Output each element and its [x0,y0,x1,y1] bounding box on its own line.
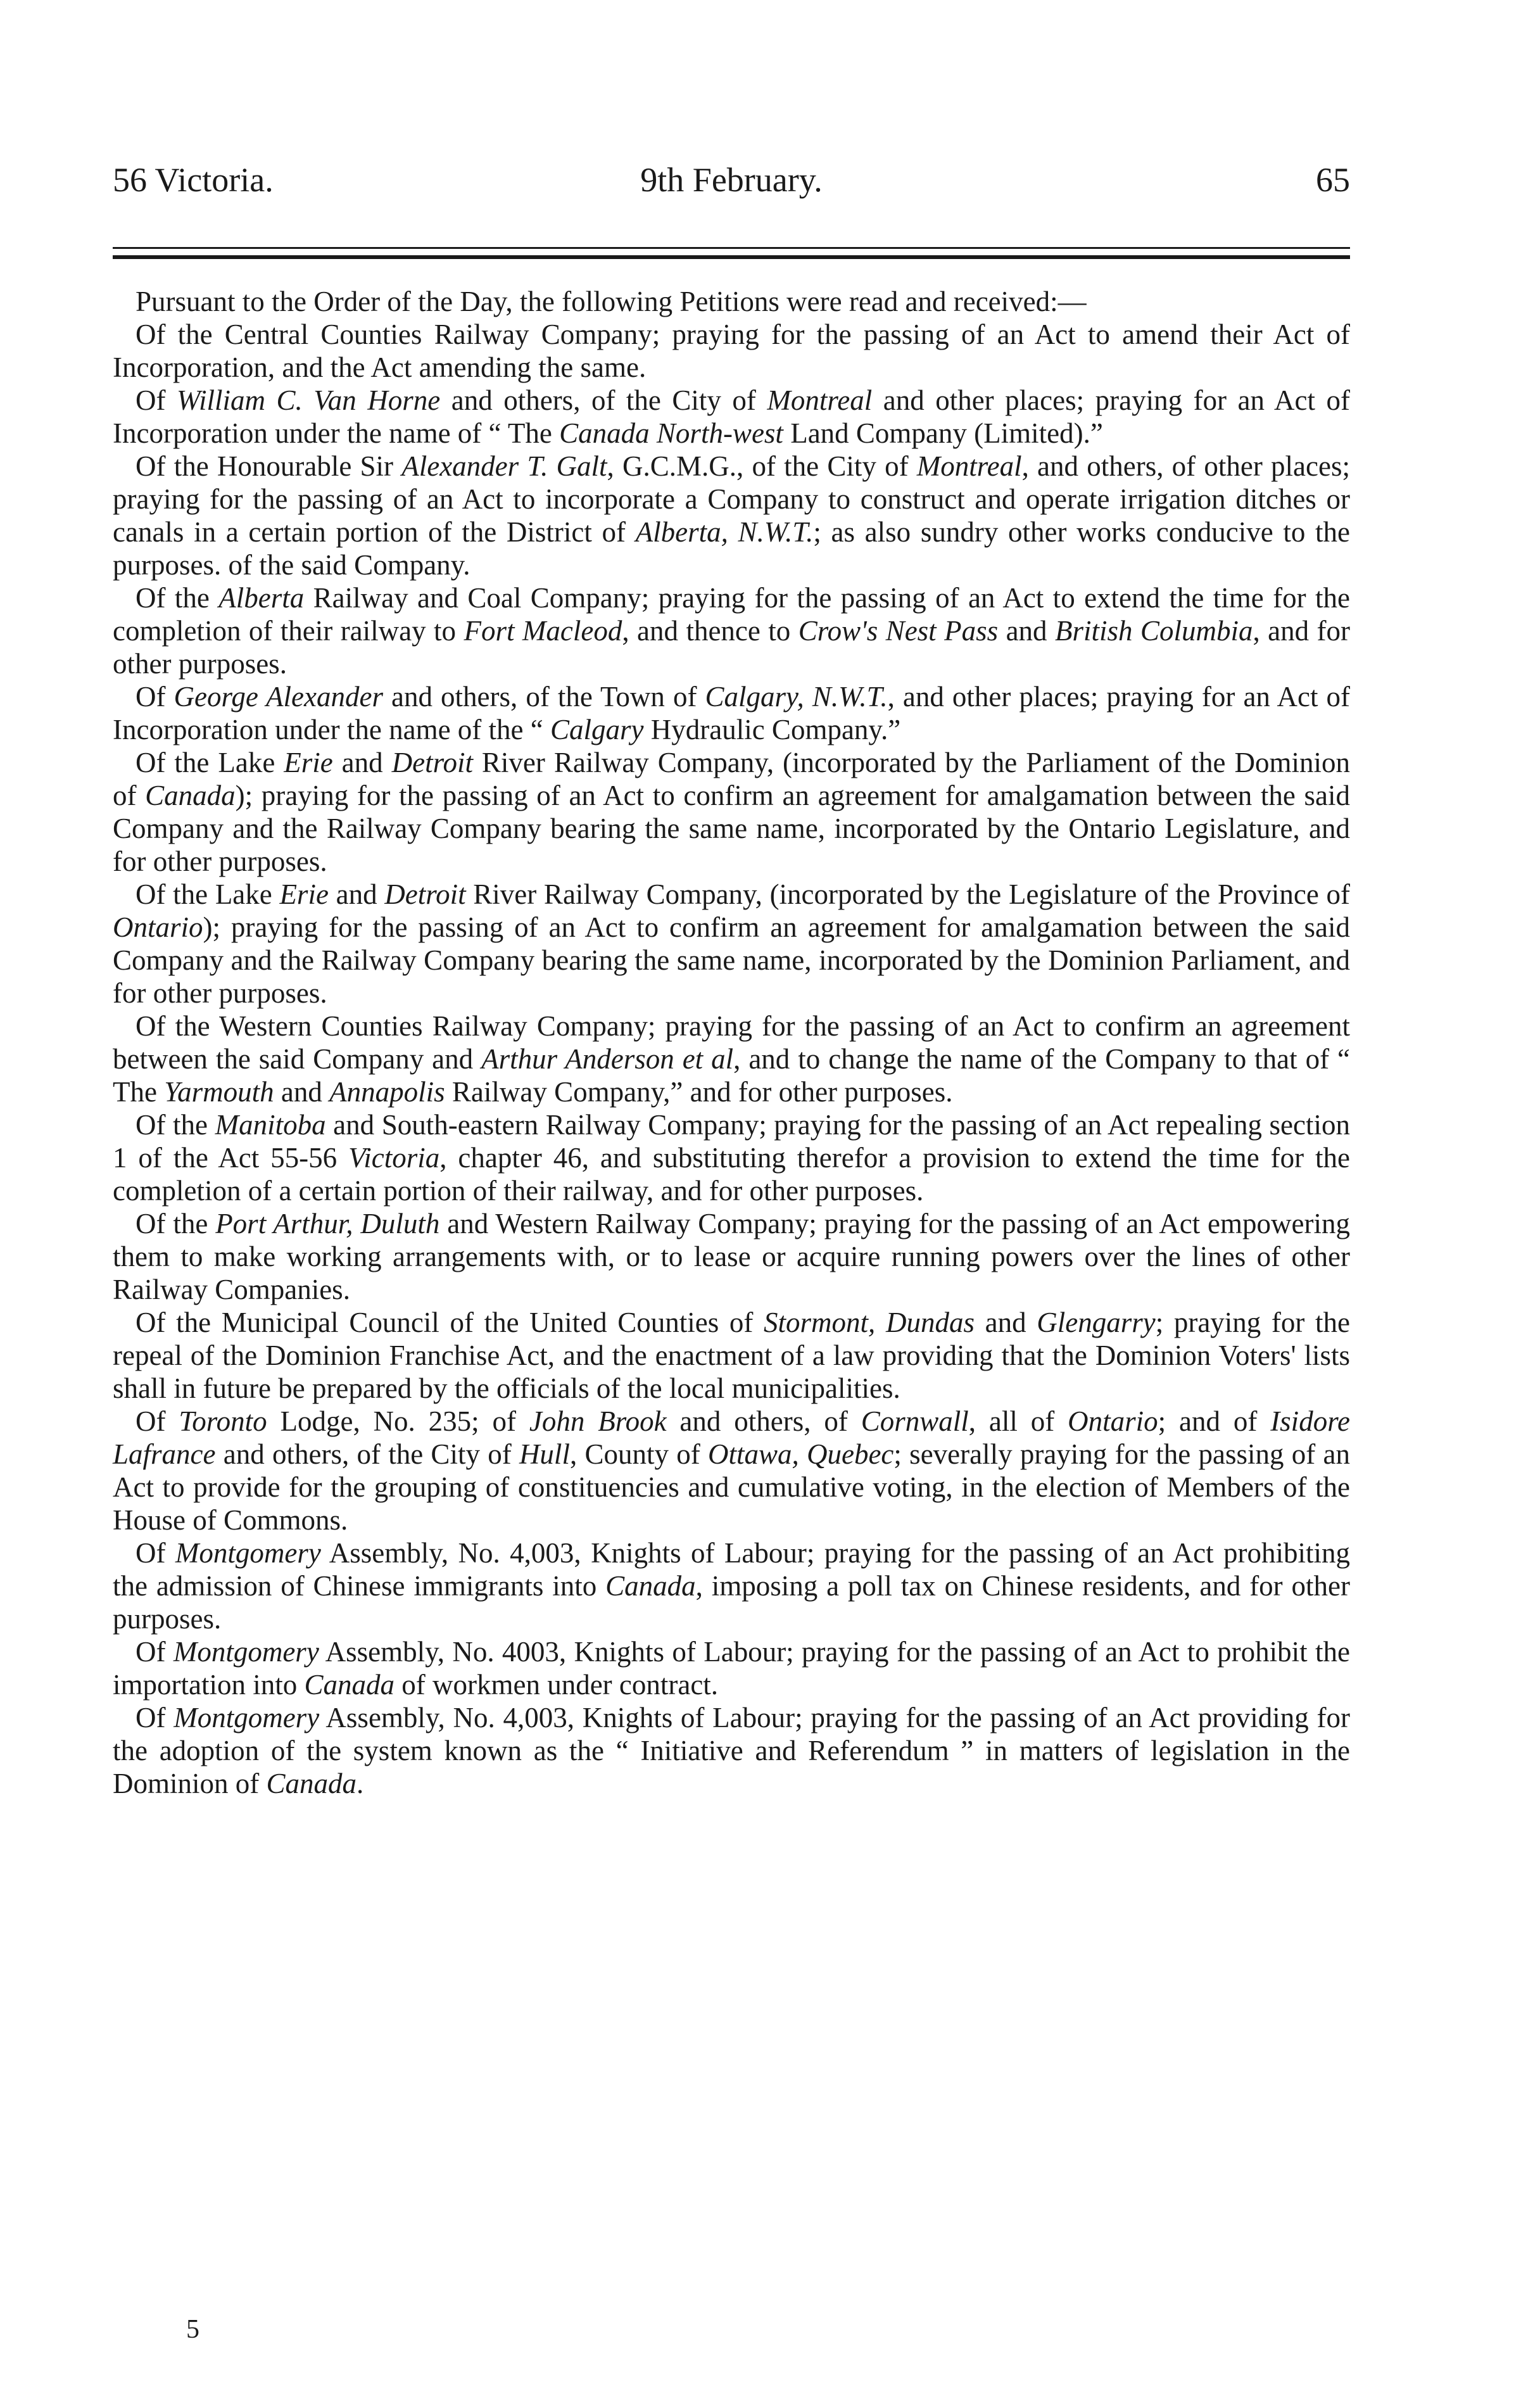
petition-italic-text: Crow's Nest Pass [798,615,999,647]
petition-paragraph [113,318,1350,384]
petition-text: Of the Lake [136,747,284,778]
intro-paragraph: Pursuant to the Order of the Day, the following Petitions were read and received:— [136,286,1087,317]
petition-text: , G.C.M.G., of the City of [607,450,917,482]
petition-italic-text: Port Arthur, Duluth [215,1208,440,1239]
petition-text: and [998,615,1055,647]
petition-text: and others, of the City of [440,384,767,416]
petition-text: ; praying for the repeal of the Dominion Franchise Act, and the enactment of a law providing that the Dominion Voters' lists shall in future be prepared by the officials of the local municipalities. [113,1307,1351,1404]
petition-text: Of the [136,1109,215,1141]
petition-text: , and for other purposes. [113,615,1351,680]
petition-italic-text: Calgary [550,714,644,745]
petition-text: Assembly, No. 4003, Knights of Labour; praying for the passing of an Act to prohibit the importation into [113,1636,1351,1701]
petition-text: ; severally praying for the passing of an Act to provide for the grouping of constituencies and cumulative voting, in the election of Members of the House of Commons. [113,1438,1350,1536]
petition-italic-text: Alberta [218,582,305,614]
petition-text: Of [136,1636,174,1668]
petition-text: and other places; praying for an Act of Incorporation under the name of “ The [113,384,1350,449]
petition-text: Of the Honourable Sir [136,450,402,482]
petition-italic-text: Detroit [384,878,466,910]
petition-italic-text: Fort Macleod [464,615,622,647]
petition-text: , and others, of other places; praying for the passing of an Act to incorporate a Company to construct and operate irrigation ditches or canals in a certain portion of the District of [113,450,1350,548]
petition-text: ); praying for the passing of an Act to confirm an agreement for amalgamation between the said Company and the Railway Company bearing the same name, incorporated by the Dominion Parliament, and for other purposes. [113,911,1350,1009]
petition-paragraph [113,1207,1350,1306]
petition-italic-text: Hull [519,1438,570,1470]
petition-paragraph [113,1537,1350,1635]
petition-text: Of the Municipal Council of the United Counties of [136,1307,764,1338]
petition-paragraph [113,1306,1350,1405]
petition-text: ; as also sundry other works conducive to the purposes. of the said Company. [113,516,1350,581]
petition-text: and [974,1307,1037,1338]
session-label: 56 Victoria. [113,161,274,199]
header-rule-thick [113,255,1350,259]
petition-text: Of the Lake [136,878,280,910]
petition-text: and South-eastern Railway Company; praying for the passing of an Act repealing section 1 of the Act 55-56 [113,1109,1350,1174]
petition-text: ); praying for the passing of an Act to confirm an agreement for amalgamation between the said Company and the Railway Company bearing the same name, incorporated by the Ontario Legislature, and for other purposes. [113,780,1350,877]
petition-text: Of [136,384,177,416]
petition-italic-text: Canada [266,1768,357,1799]
petition-italic-text: Manitoba [215,1109,326,1141]
petition-text: River Railway Company, (incorporated by the Legislature of the Province of [465,878,1350,910]
petition-italic-text: William C. Van Horne [176,384,441,416]
petition-paragraph [113,384,1350,450]
petition-text: Of [136,1537,175,1569]
petition-text: Lodge, No. 235; of [267,1405,529,1437]
petition-italic-text: Alexander T. Galt [401,450,607,482]
petition-text: , chapter 46, and substituting therefor a provision to extend the time for the completion of a certain portion of their railway, and for other purposes. [113,1142,1350,1207]
petition-italic-text: Toronto [179,1405,267,1437]
petition-paragraph [113,581,1350,680]
petition-text: and others, of the City of [215,1438,519,1470]
signature-mark: 5 [186,2315,199,2344]
petition-italic-text: Alberta, N.W.T. [635,516,814,548]
petition-italic-text: Stormont, Dundas [764,1307,975,1338]
petition-text: . [357,1768,364,1799]
petition-paragraph [113,680,1350,746]
petition-paragraph [113,746,1350,878]
petition-text: Hydraulic Company.” [643,714,901,745]
petition-text: Railway Company,” and for other purposes. [445,1076,953,1108]
petition-italic-text: Canada North-west [559,417,783,449]
petition-italic-text: Arthur Anderson et al [481,1043,734,1075]
petition-text: and [332,747,392,778]
petition-italic-text: Ontario [113,911,203,943]
petition-paragraph [113,450,1350,581]
petition-text: , all of [968,1405,1068,1437]
petition-paragraph [113,1010,1350,1108]
petition-italic-text: British Columbia [1054,615,1253,647]
petition-italic-text: Annapolis [329,1076,445,1108]
petition-italic-text: Erie [279,878,329,910]
petition-text: and Western Railway Company; praying for the passing of an Act empowering them to make working arrangements with, or to lease or acquire running powers over the lines of other Railway Companies. [113,1208,1350,1305]
petition-italic-text: Yarmouth [164,1076,274,1108]
petition-italic-text: Montgomery [175,1537,321,1569]
petition-text: Of the Central Counties Railway Company; praying for the passing of an Act to amend their Act of Incorporation, and the Act amending the same. [113,319,1350,383]
petition-italic-text: Montreal [767,384,873,416]
petitions-list [113,318,1350,1800]
petition-text: , imposing a poll tax on Chinese residents, and for other purposes. [113,1570,1350,1635]
date-label: 9th February. [640,161,823,199]
page-number: 65 [1316,161,1350,199]
running-header [113,155,1350,205]
petition-paragraph [113,1108,1350,1207]
petition-text: and others, of [666,1405,861,1437]
petition-italic-text: Detroit [391,747,473,778]
petition-italic-text: Glengarry [1037,1307,1156,1338]
petition-italic-text: Montreal [916,450,1022,482]
petition-italic-text: Erie [284,747,333,778]
petition-text: and [328,878,385,910]
petition-italic-text: George Alexander [174,681,383,713]
header-rule-thin [113,247,1350,249]
petition-text: , and to change the name of the Company to that of “ The [113,1043,1350,1108]
petition-text: Assembly, No. 4,003, Knights of Labour; praying for the passing of an Act providing for the adoption of the system known as the “ Initiative and Referendum ” in matters of legislation in the Dominion of [113,1702,1351,1799]
petition-text: Of [136,1405,179,1437]
petition-paragraph [113,1701,1350,1800]
petition-italic-text: Ottawa, Quebec [707,1438,894,1470]
petition-text: Of the Western Counties Railway Company; praying for the passing of an Act to confirm an agreement between the said Company and [113,1010,1350,1075]
journal-body [113,285,1350,1800]
petition-italic-text: Calgary, N.W.T. [705,681,888,713]
petition-italic-text: Victoria [348,1142,440,1174]
petition-italic-text: Canada [145,780,236,811]
petition-text: Of [136,681,174,713]
petition-italic-text: Montgomery [173,1636,319,1668]
petition-text: River Railway Company, (incorporated by the Parliament of the Dominion of [113,747,1350,811]
petition-paragraph [113,1635,1350,1701]
petition-paragraph [113,1405,1350,1537]
petition-italic-text: Canada [304,1669,394,1701]
petition-text: of workmen under contract. [394,1669,719,1701]
petition-text: , and thence to [622,615,798,647]
petition-text: Land Company (Limited).” [783,417,1103,449]
petition-text: Railway and Coal Company; praying for the passing of an Act to extend the time for the completion of their railway to [113,582,1350,647]
petition-text: ; and of [1158,1405,1271,1437]
petition-text: , and other places; praying for an Act of Incorporation under the name of the “ [113,681,1350,745]
petition-italic-text: Ontario [1068,1405,1158,1437]
petition-text: Of the [136,1208,216,1239]
petition-text: and [274,1076,330,1108]
petition-text: Of the [136,582,219,614]
petition-paragraph [113,878,1350,1010]
petition-italic-text: Montgomery [174,1702,320,1733]
petition-italic-text: Cornwall [861,1405,969,1437]
petition-italic-text: Canada [605,1570,696,1602]
petition-italic-text: Isidore Lafrance [113,1405,1351,1470]
petition-text: and others, of the Town of [382,681,705,713]
petition-text: , County of [569,1438,708,1470]
petition-italic-text: John Brook [529,1405,667,1437]
petition-text: Assembly, No. 4,003, Knights of Labour; praying for the passing of an Act prohibiting the admission of Chinese immigrants into [113,1537,1350,1602]
petition-text: Of [136,1702,174,1733]
